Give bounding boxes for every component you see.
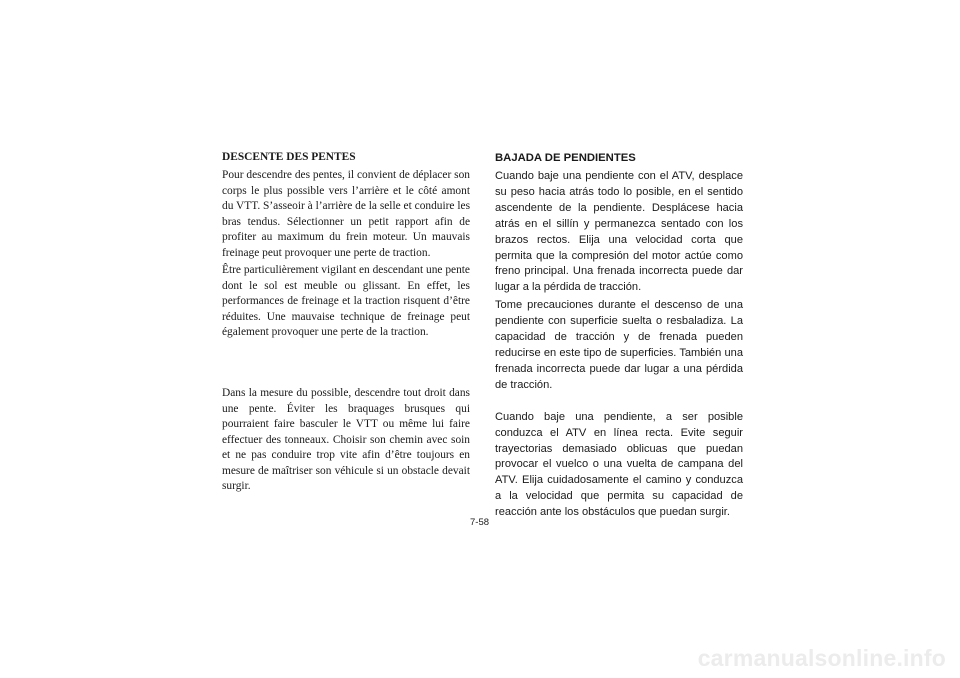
spanish-paragraph-2: Tome precauciones durante el descenso de una pendiente con superficie suelta o resbaladiza. La capacidad de tracción y de frenada pueden reducirse en este tipo de superficies. También una frenada incorrecta puede dar lugar a una pérdida de tracción. xyxy=(495,299,743,391)
spanish-column xyxy=(495,151,743,521)
page-number: 7-58 xyxy=(470,517,490,528)
spanish-paragraph-1: Cuando baje una pendiente con el ATV, desplace su peso hacia atrás todo lo posible, en el sentido ascendente de la pendiente. Desplácese hacia atrás en el sillín y permanezca sentado con los brazos rectos. Elija una velocidad corta que permita que la compresión del motor actúe como freno principal. Una frenada incorrecta puede dar lugar a la pérdida de tracción. xyxy=(495,170,743,294)
french-paragraph-1: Pour descendre des pentes, il convient de déplacer son corps le plus possible vers l’arrière et le côté amont du VTT. S’asseoir à l’arrière de la selle et conduire les bras tendus. Sélectionner un petit rapport afin de profiter au maximum du frein moteur. Un mauvais freinage peut provoquer une perte de traction. xyxy=(222,169,470,259)
french-paragraph-3: Dans la mesure du possible, descendre tout droit dans une pente. Éviter les braquages brusques qui pourraient faire basculer le VTT ou même lui faire effectuer des tonneaux. Choisir son chemin avec soin et ne pas conduire trop vite afin d’être toujours en mesure de maîtriser son véhicule si un obstacle devait surgir. xyxy=(222,387,470,493)
watermark-text: carmanualsonline.info xyxy=(697,645,946,671)
spanish-heading: BAJADA DE PENDIENTES xyxy=(495,152,636,164)
spanish-paragraph-3: Cuando baje una pendiente, a ser posible conduzca el ATV en línea recta. Evite seguir trayectorias demasiado oblicuas que puedan provocar el vuelco o una vuelta de campana del ATV. Elija cuidadosamente el camino y conduzca a la velocidad que permita su capacidad de reacción ante los obstáculos que puedan surgir. xyxy=(495,410,743,519)
french-paragraph-2: Être particulièrement vigilant en descendant une pente dont le sol est meuble ou glissant. En effet, les performances de freinage et la traction risquent d’être réduites. Une mauvaise technique de freinage peut également provoquer une perte de la traction. xyxy=(222,264,470,339)
french-heading: DESCENTE DES PENTES xyxy=(222,151,356,163)
french-column xyxy=(222,150,470,495)
